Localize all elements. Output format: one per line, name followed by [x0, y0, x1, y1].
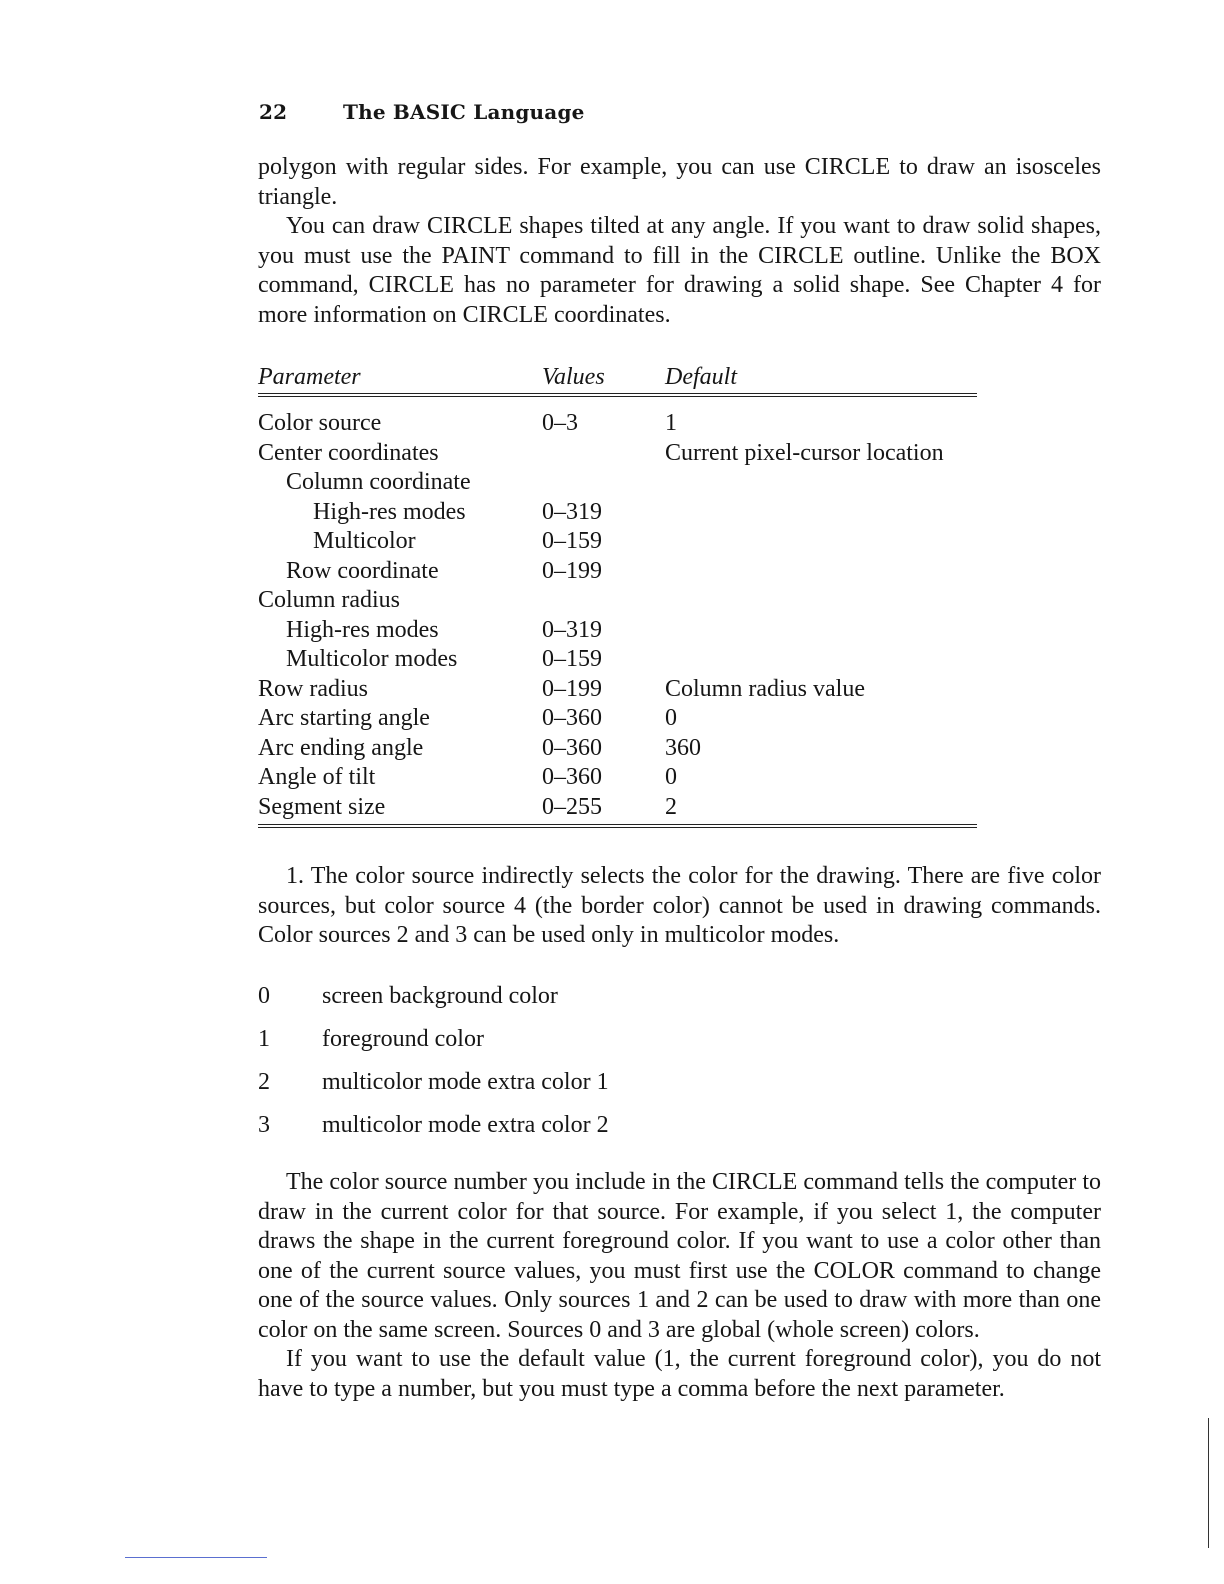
color-source-description: screen background color [322, 983, 558, 1009]
values-cell: 0–159 [542, 646, 602, 672]
color-source-description: multicolor mode extra color 2 [322, 1112, 609, 1138]
table-row [258, 675, 977, 705]
header-values: Values [542, 364, 605, 390]
param-cell: Angle of tilt [258, 764, 376, 790]
color-source-number: 1 [258, 1026, 270, 1052]
table-row [258, 763, 977, 793]
table-row [258, 527, 977, 557]
param-cell: High-res modes [313, 498, 466, 525]
default-cell [665, 468, 977, 498]
header-parameter: Parameter [258, 364, 361, 390]
table-row [258, 793, 977, 823]
intro-paragraph-2: You can draw CIRCLE shapes tilted at any angle. If you want to draw solid shapes, you must use the PAINT command to fill in the CIRCLE outline. Unlike the BOX command, CIRCLE has no parameter for drawing a solid shape. See Chapter 4 for more information on CIRCLE coordinates. [258, 213, 1101, 328]
color-source-description: foreground color [322, 1026, 484, 1052]
param-cell: Color source [258, 410, 382, 436]
list-item [258, 1025, 609, 1068]
table-header-row [258, 358, 977, 391]
running-header [259, 100, 585, 124]
color-source-number: 2 [258, 1069, 270, 1095]
closing-paragraph-1: The color source number you include in the CIRCLE command tells the computer to draw in the current color for that source. For example, if you select 1, the computer draws the shape in the current foreground color. If you want to use a color other than one of the current source values, you must first use the COLOR command to change one of the source values. Only sources 1 and 2 can be used to draw with more than one color on the same screen. Sources 0 and 3 are global (whole screen) colors. [258, 1169, 1101, 1343]
table-bottom-rule [258, 824, 977, 828]
default-cell: Column radius value [665, 675, 865, 702]
param-cell: Row radius [258, 675, 368, 702]
intro-text [258, 153, 1101, 330]
default-cell [665, 586, 977, 616]
values-cell: 0–360 [542, 764, 602, 790]
intro-paragraph-1: polygon with regular sides. For example, you can use CIRCLE to draw an isosceles triangle. [258, 154, 1101, 210]
list-item [258, 982, 609, 1025]
default-cell [665, 527, 977, 557]
param-cell: Multicolor [313, 528, 416, 554]
param-cell: High-res modes [286, 616, 439, 643]
values-cell: 0–199 [542, 675, 602, 702]
param-cell: Arc ending angle [258, 734, 424, 761]
footnote-paragraph: 1. The color source indirectly selects the color for the drawing. There are five color sources, but color source 4 (the border color) cannot be used in drawing commands. Color sources 2 and 3 can be used only in multicolor modes. [258, 863, 1101, 948]
table-row [258, 439, 977, 469]
default-cell: 0 [665, 705, 677, 731]
color-source-number: 3 [258, 1112, 270, 1138]
param-cell: Column radius [258, 587, 400, 613]
closing-text [258, 1168, 1101, 1404]
values-cell: 0–159 [542, 528, 602, 554]
color-source-list [258, 982, 609, 1154]
page-number: 22 [259, 100, 288, 124]
values-cell: 0–199 [542, 557, 602, 584]
scan-edge-mark [1208, 1418, 1209, 1548]
color-source-description: multicolor mode extra color 1 [322, 1069, 609, 1095]
table-body [258, 397, 977, 824]
param-cell: Column coordinate [286, 469, 471, 495]
param-cell: Center coordinates [258, 439, 439, 466]
values-cell [542, 439, 665, 469]
param-cell: Multicolor modes [286, 646, 458, 672]
default-cell: 2 [665, 793, 677, 820]
running-title: The BASIC Language [343, 100, 585, 124]
table-row [258, 734, 977, 764]
values-cell: 0–360 [542, 705, 602, 731]
values-cell: 0–255 [542, 793, 602, 820]
values-cell: 0–319 [542, 616, 602, 643]
values-cell [542, 468, 665, 498]
table-row [258, 468, 977, 498]
values-cell: 0–360 [542, 734, 602, 761]
default-cell [665, 616, 977, 646]
footnote-text [258, 862, 1101, 951]
table-row [258, 586, 977, 616]
default-cell [665, 557, 977, 587]
default-cell: 1 [665, 410, 677, 436]
default-cell [665, 645, 977, 675]
table-row [258, 409, 977, 439]
header-default: Default [665, 364, 737, 390]
param-cell: Row coordinate [286, 557, 439, 584]
default-cell: 360 [665, 734, 701, 761]
default-cell: Current pixel-cursor location [665, 439, 944, 466]
list-item [258, 1068, 609, 1111]
list-item [258, 1111, 609, 1154]
scan-margin-mark [125, 1557, 267, 1558]
table-row [258, 645, 977, 675]
values-cell: 0–3 [542, 410, 578, 436]
table-row [258, 704, 977, 734]
values-cell: 0–319 [542, 498, 602, 525]
color-source-number: 0 [258, 983, 270, 1009]
table-row [258, 616, 977, 646]
closing-paragraph-2: If you want to use the default value (1, the current foreground color), you do not have to type a number, but you must type a comma before the next parameter. [258, 1346, 1101, 1402]
default-cell: 0 [665, 764, 677, 790]
table-row [258, 498, 977, 528]
values-cell [542, 586, 665, 616]
param-cell: Segment size [258, 793, 386, 820]
table-row [258, 557, 977, 587]
param-cell: Arc starting angle [258, 705, 430, 731]
default-cell [665, 498, 977, 528]
parameter-table [258, 358, 977, 828]
